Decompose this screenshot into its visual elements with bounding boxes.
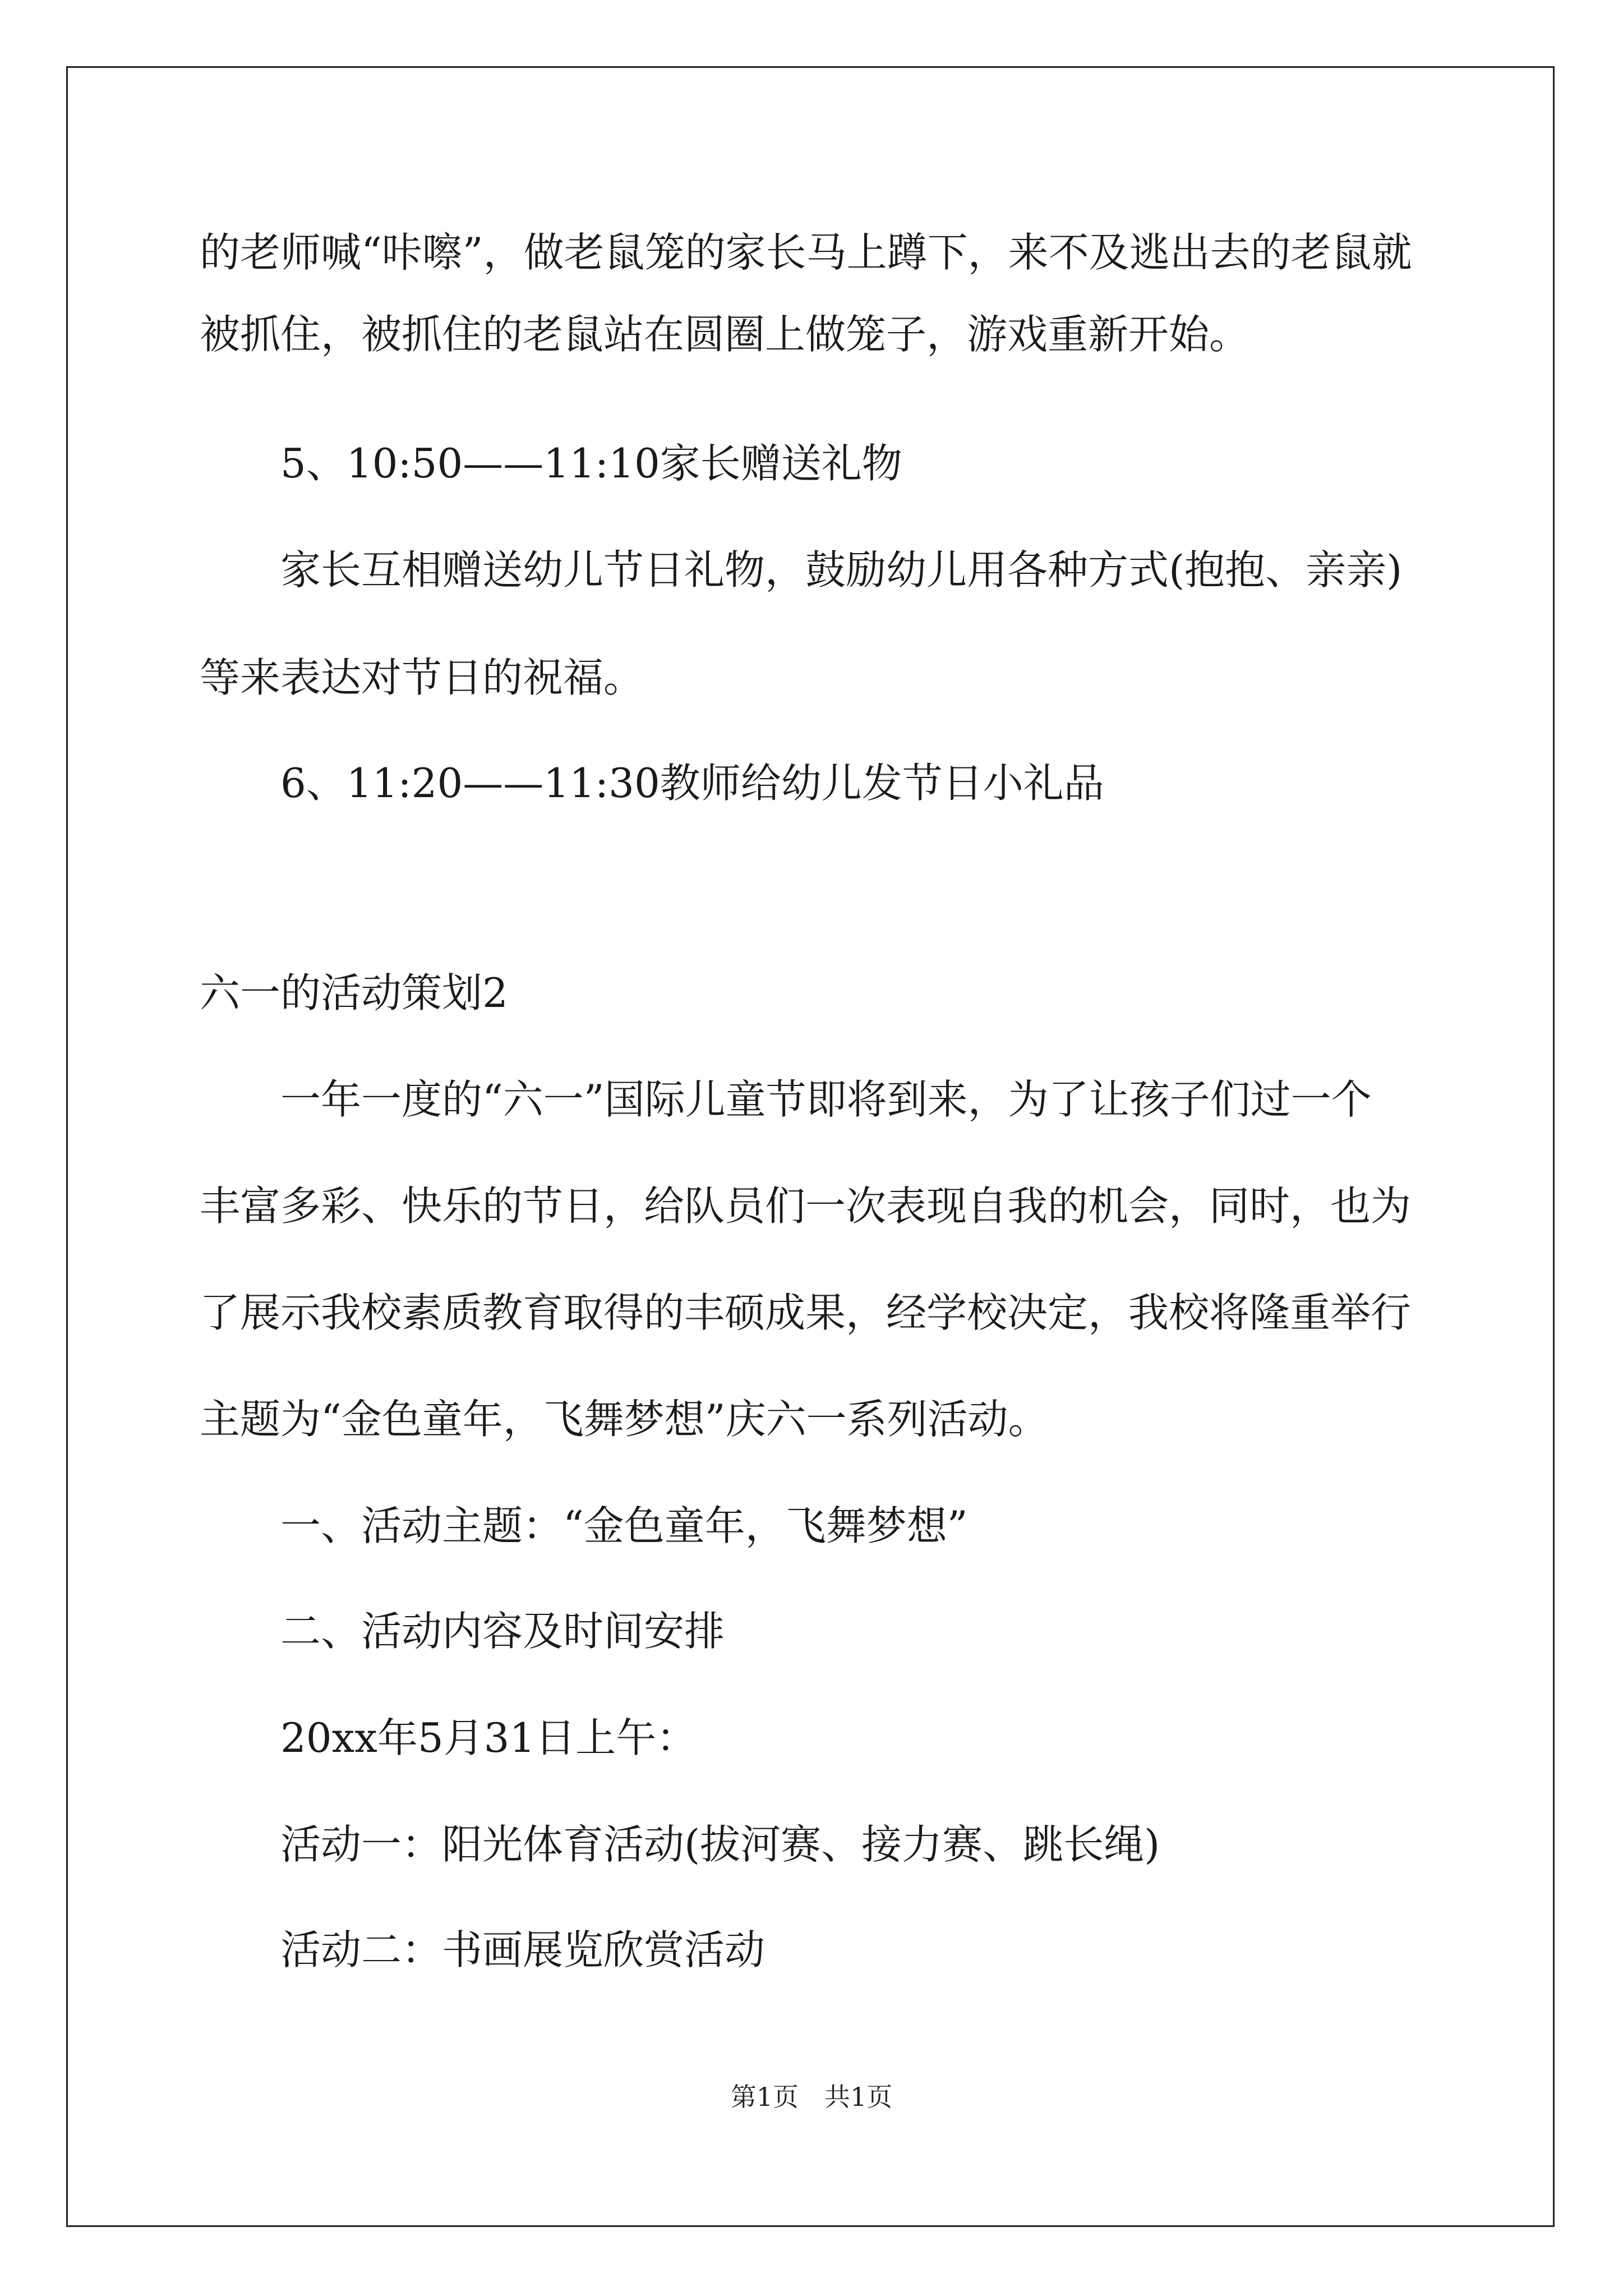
activity-one: 活动一：阳光体育活动(拔河赛、接力赛、跳长绳) bbox=[280, 1821, 1160, 1868]
page-border bbox=[66, 66, 1555, 2227]
text-line-4: 家长互相赠送幼儿节日礼物，鼓励幼儿用各种方式(抱抱、亲亲) bbox=[280, 546, 1403, 593]
activity-two: 活动二：书画展览欣赏活动 bbox=[280, 1926, 766, 1973]
intro-paragraph-line-1: 一年一度的“六一”国际儿童节即将到来，为了让孩子们过一个 bbox=[280, 1076, 1372, 1123]
schedule-item-5: 5、10:50——11:10家长赠送礼物 bbox=[280, 440, 902, 487]
text-line-1: 的老师喊“咔嚓”，做老鼠笼的家长马上蹲下，来不及逃出去的老鼠就 bbox=[200, 229, 1412, 276]
text-line-5: 等来表达对节日的祝福。 bbox=[200, 654, 644, 701]
text-line-2: 被抓住，被抓住的老鼠站在圆圈上做笼子，游戏重新开始。 bbox=[200, 311, 1250, 358]
intro-paragraph-line-2: 丰富多彩、快乐的节日，给队员们一次表现自我的机会，同时，也为 bbox=[200, 1182, 1412, 1230]
section-heading: 六一的活动策划2 bbox=[200, 969, 508, 1016]
activity-content-heading: 二、活动内容及时间安排 bbox=[280, 1608, 725, 1655]
activity-theme: 一、活动主题：“金色童年，飞舞梦想” bbox=[280, 1502, 968, 1549]
intro-paragraph-line-4: 主题为“金色童年，飞舞梦想”庆六一系列活动。 bbox=[200, 1396, 1049, 1443]
intro-paragraph-line-3: 了展示我校素质教育取得的丰硕成果，经学校决定，我校将隆重举行 bbox=[200, 1289, 1412, 1336]
activity-date: 20xx年5月31日上午： bbox=[280, 1714, 697, 1761]
schedule-item-6: 6、11:20——11:30教师给幼儿发节日小礼品 bbox=[280, 760, 1104, 807]
page-number-footer: 第1页 共1页 bbox=[730, 2082, 893, 2112]
